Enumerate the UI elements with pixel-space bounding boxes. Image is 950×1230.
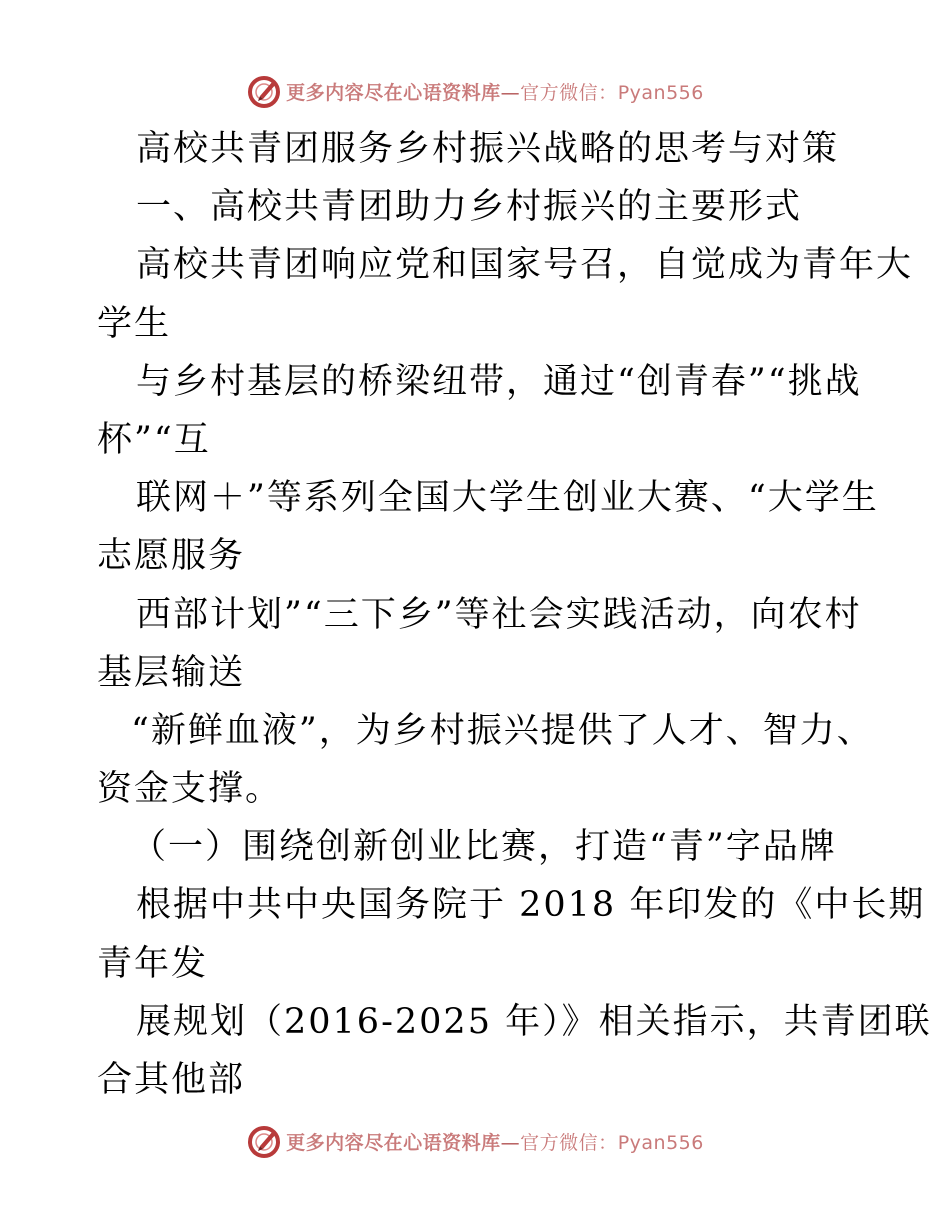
paragraph-line: 根据中共中央国务院于 2018 年印发的《中长期: [136, 885, 926, 926]
banner-title: 更多内容尽在心语资料库: [286, 1131, 501, 1154]
logo-icon: [246, 1123, 282, 1159]
document-body: [97, 120, 932, 1109]
banner-title: 更多内容尽在心语资料库: [286, 81, 501, 104]
paragraph-line: 志愿服务: [97, 536, 246, 577]
banner-separator: —: [500, 1131, 521, 1154]
banner-account-label: 官方微信：: [520, 1131, 618, 1154]
paragraph-line: 合其他部: [97, 1060, 246, 1100]
header-watermark: [0, 71, 950, 111]
paragraph-line: 学生: [97, 303, 172, 344]
paragraph-line: 联网＋”等系列全国大学生创业大赛、“大学生: [136, 478, 879, 519]
paragraph-line: 西部计划”“三下乡”等社会实践活动，向农村: [136, 594, 862, 635]
section-heading: 一、高校共青团助力乡村振兴的主要形式: [136, 187, 803, 228]
banner-account-id: Pyan556: [617, 1131, 704, 1154]
paragraph-line: 与乡村基层的桥梁纽带，通过“创青春”“挑战: [136, 361, 862, 402]
document-title: 高校共青团服务乡村振兴战略的思考与对策: [136, 129, 840, 169]
paragraph-line: 展规划（2016-2025 年）》相关指示，共青团联: [136, 1001, 932, 1042]
paragraph-line: 青年发: [97, 943, 209, 984]
banner-separator: —: [500, 81, 521, 104]
banner-account-id: Pyan556: [617, 81, 704, 104]
paragraph-line: 高校共青团响应党和国家号召，自觉成为青年大: [136, 245, 914, 286]
subsection-heading: （一）围绕创新创业比赛，打造“青”字品牌: [131, 827, 837, 868]
logo-icon: [246, 73, 282, 109]
footer-watermark: [0, 1121, 950, 1161]
banner-account-label: 官方微信：: [520, 81, 618, 104]
paragraph-line: 基层输送: [97, 652, 246, 693]
paragraph-line: 资金支撑。: [97, 769, 283, 810]
paragraph-line: 杯”“互: [97, 419, 211, 460]
paragraph-line: “新鲜血液”，为乡村振兴提供了人才、智力、: [131, 710, 874, 751]
